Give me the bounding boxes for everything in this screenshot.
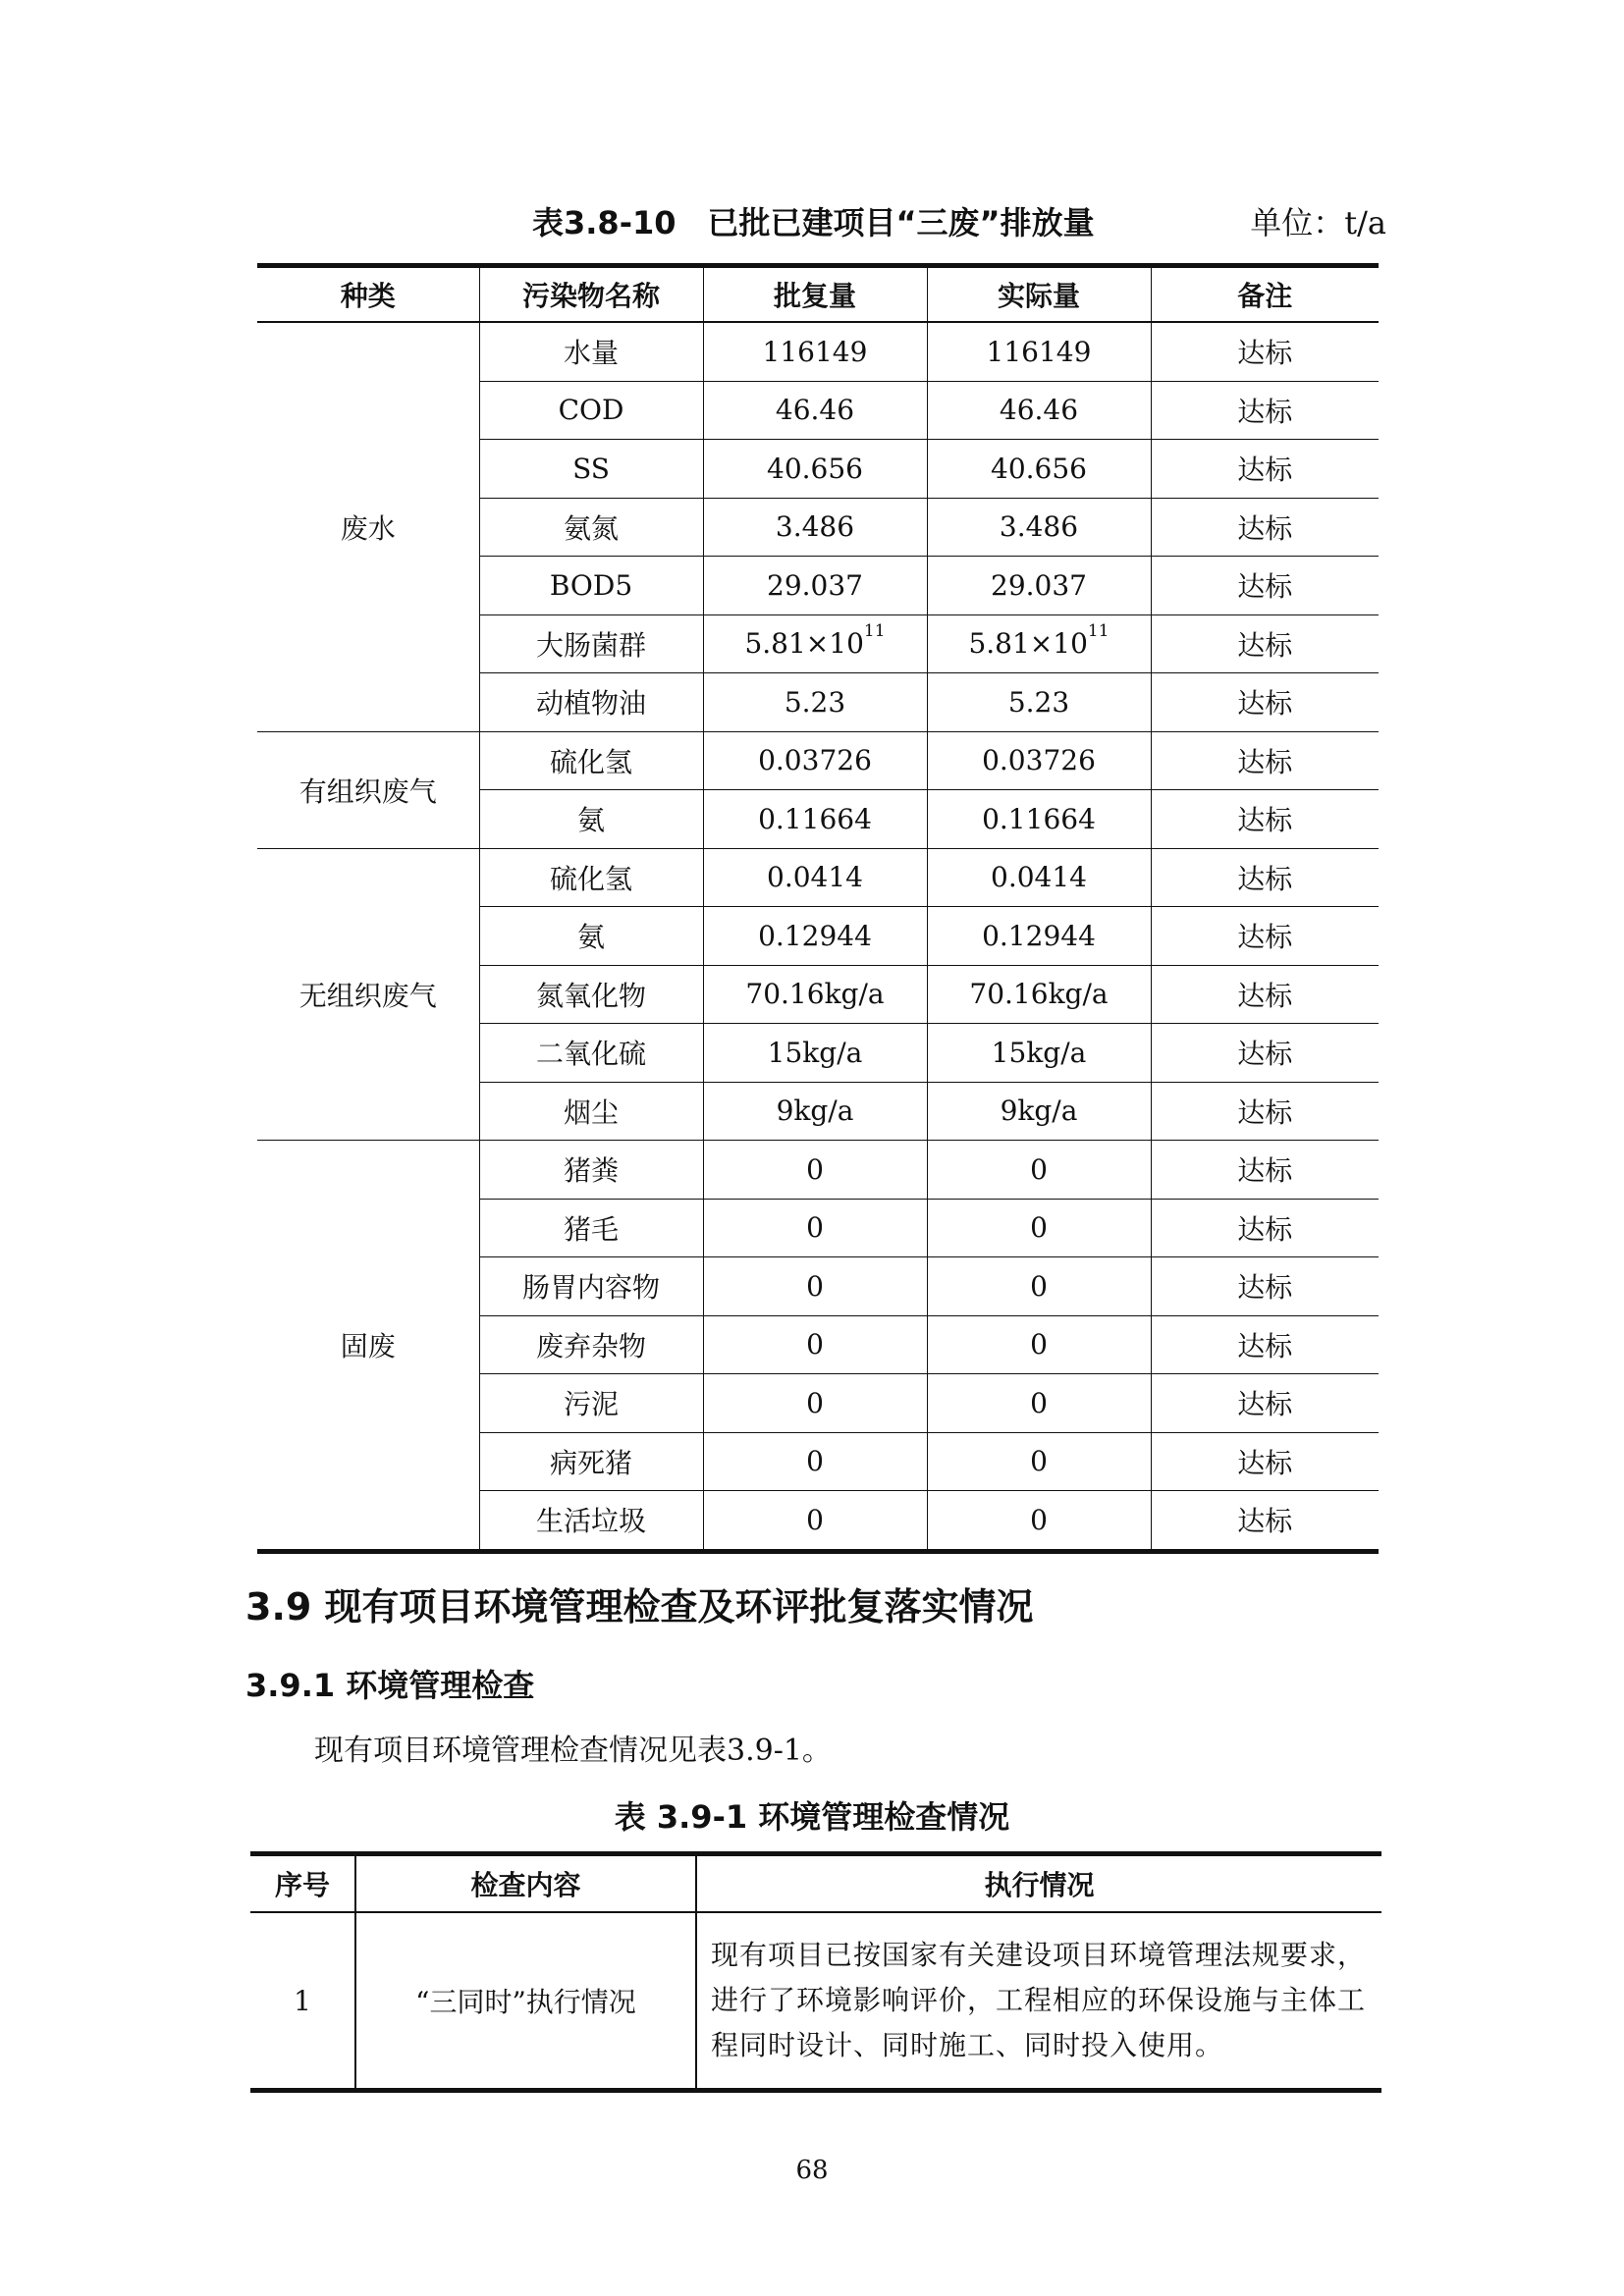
pollutant-name-cell-text: 烟尘 (563, 1095, 619, 1129)
pollutant-name-cell (479, 1491, 703, 1552)
pollutant-name-cell (479, 848, 703, 907)
approved-value-cell (703, 731, 927, 790)
note-cell-text: 达标 (1237, 337, 1293, 370)
actual-value-cell (927, 322, 1151, 381)
approved-value-cell-text: 0 (806, 1328, 824, 1362)
pollutant-name-cell-text: 氮氧化物 (535, 979, 646, 1012)
actual-value-cell (927, 1082, 1151, 1141)
note-cell (1151, 440, 1379, 499)
note-cell-text: 达标 (1237, 511, 1293, 545)
note-cell-text: 达标 (1237, 1505, 1293, 1538)
pollutant-name-cell (479, 1199, 703, 1257)
note-cell (1151, 381, 1379, 440)
note-cell-text: 达标 (1237, 745, 1293, 778)
table2-header-row (250, 1854, 1381, 1913)
actual-value-cell-text: 0.12944 (982, 919, 1096, 952)
note-cell-text: 达标 (1237, 1095, 1293, 1129)
actual-value-cell (927, 381, 1151, 440)
approved-value-cell-text: 0 (806, 1503, 824, 1536)
pollutant-name-cell (479, 1257, 703, 1316)
actual-value-cell-text: 0 (1030, 1503, 1048, 1536)
approved-value-cell (703, 614, 927, 673)
note-cell (1151, 790, 1379, 849)
approved-value-cell-text: 70.16kg/a (745, 978, 885, 1011)
approved-value-cell (703, 1374, 927, 1433)
note-cell (1151, 1199, 1379, 1257)
actual-value-cell-text: 15kg/a (991, 1036, 1087, 1069)
approved-value-cell-text: 46.46 (775, 394, 855, 427)
note-cell-text: 达标 (1237, 1329, 1293, 1362)
actual-value-cell (927, 1199, 1151, 1257)
approved-value-cell (703, 1024, 927, 1083)
actual-value-cell (927, 673, 1151, 732)
note-cell-text: 达标 (1237, 1388, 1293, 1421)
pollutant-name-cell (479, 1024, 703, 1083)
pollutant-name-cell (479, 1432, 703, 1491)
pollutant-name-cell (479, 498, 703, 557)
category-cell: 无组织废气 (257, 848, 479, 1141)
management-check-table (250, 1851, 1381, 2093)
approved-value-cell (703, 1315, 927, 1374)
note-cell (1151, 1024, 1379, 1083)
note-cell (1151, 498, 1379, 557)
actual-value-cell-text: 0 (1030, 1152, 1048, 1186)
approved-value-cell (703, 557, 927, 615)
actual-value-cell-text: 46.46 (999, 394, 1079, 427)
pollutant-name-cell (479, 614, 703, 673)
note-cell-text: 达标 (1237, 921, 1293, 954)
actual-value-cell (927, 1432, 1151, 1491)
body-paragraph: 现有项目环境管理检查情况见表3.9-1。 (314, 1734, 832, 1768)
note-cell (1151, 731, 1379, 790)
pollutant-name-cell-text: 废弃杂物 (535, 1329, 646, 1362)
table2-title: 表 3.9-1 环境管理检查情况 (614, 1798, 1010, 1836)
approved-value-cell (703, 1257, 927, 1316)
pollutant-name-cell (479, 1374, 703, 1433)
actual-value-cell-text: 0 (1030, 1269, 1048, 1303)
approved-value-cell (703, 322, 927, 381)
note-cell-text: 达标 (1237, 454, 1293, 487)
approved-value-cell (703, 907, 927, 966)
actual-value-cell (927, 848, 1151, 907)
note-cell-text: 达标 (1237, 979, 1293, 1012)
exponent: 11 (1087, 621, 1110, 642)
table1-unit: 单位：t/a (1250, 204, 1386, 241)
actual-value-cell-text: 116149 (986, 335, 1092, 368)
pollutant-name-cell-text: BOD5 (549, 568, 633, 602)
actual-value-cell-text: 0 (1030, 1445, 1048, 1478)
pollutant-name-cell (479, 1315, 703, 1374)
actual-value-cell (927, 498, 1151, 557)
category-cell: 废水 (257, 322, 479, 731)
col-header-content: 检查内容 (355, 1854, 696, 1913)
section-heading: 3.9 现有项目环境管理检查及环评批复落实情况 (245, 1585, 1034, 1629)
table-row (250, 1912, 1381, 2091)
note-cell (1151, 965, 1379, 1024)
col-header-category: 种类 (257, 266, 479, 323)
pollutant-name-cell (479, 790, 703, 849)
pollutant-name-cell (479, 731, 703, 790)
pollutant-name-cell (479, 965, 703, 1024)
col-header-status: 执行情况 (696, 1854, 1381, 1913)
note-cell (1151, 1491, 1379, 1552)
note-cell (1151, 848, 1379, 907)
approved-value-cell-text: 0.03726 (758, 744, 872, 777)
approved-value-cell (703, 673, 927, 732)
exponent: 11 (863, 621, 886, 642)
note-cell-text: 达标 (1237, 628, 1293, 662)
approved-value-cell (703, 965, 927, 1024)
table-row (257, 848, 1379, 907)
actual-value-cell (927, 1024, 1151, 1083)
table-row (257, 731, 1379, 790)
actual-value-cell (927, 790, 1151, 849)
note-cell (1151, 1315, 1379, 1374)
approved-value-cell-text: 0.11664 (758, 802, 872, 835)
table-row (257, 1141, 1379, 1200)
actual-value-cell-text: 0 (1030, 1211, 1048, 1245)
approved-value-cell (703, 1141, 927, 1200)
pollutant-name-cell (479, 557, 703, 615)
pollutant-name-cell-text: 硫化氢 (549, 745, 632, 778)
actual-value-cell-text: 0.11664 (982, 802, 1096, 835)
actual-value-cell-text: 0.03726 (982, 744, 1096, 777)
approved-value-cell (703, 848, 927, 907)
note-cell (1151, 322, 1379, 381)
actual-value-cell (927, 1315, 1151, 1374)
table1-header-row (257, 266, 1379, 323)
pollutant-name-cell (479, 907, 703, 966)
actual-value-cell (927, 440, 1151, 499)
pollutant-name-cell-text: 水量 (563, 337, 619, 370)
pollutant-name-cell (479, 1141, 703, 1200)
pollutant-name-cell-text: 污泥 (563, 1388, 619, 1421)
actual-value-cell (927, 965, 1151, 1024)
category-cell: 固废 (257, 1141, 479, 1552)
pollutant-name-cell (479, 381, 703, 440)
note-cell-text: 达标 (1237, 862, 1293, 895)
approved-value-cell-text: 0.0414 (767, 861, 863, 894)
note-cell (1151, 1432, 1379, 1491)
approved-value-cell (703, 381, 927, 440)
col-header-pollutant: 污染物名称 (479, 266, 703, 323)
approved-value-cell-text: 0 (806, 1386, 824, 1419)
table1-body (257, 322, 1379, 1551)
pollutant-name-cell-text: 猪毛 (563, 1212, 619, 1246)
note-cell (1151, 673, 1379, 732)
actual-value-cell-text: 70.16kg/a (969, 978, 1109, 1011)
actual-value-cell-text: 0 (1030, 1328, 1048, 1362)
approved-value-cell-text: 0 (806, 1445, 824, 1478)
col-header-approved: 批复量 (703, 266, 927, 323)
note-cell-text: 达标 (1237, 1038, 1293, 1071)
approved-value-cell-text: 29.037 (767, 568, 863, 602)
note-cell (1151, 1141, 1379, 1200)
approved-value-cell-text: 9kg/a (776, 1095, 854, 1128)
actual-value-cell (927, 614, 1151, 673)
note-cell-text: 达标 (1237, 570, 1293, 604)
actual-value-cell-text: 40.656 (991, 452, 1087, 485)
note-cell-text: 达标 (1237, 1446, 1293, 1479)
note-cell (1151, 1374, 1379, 1433)
note-cell (1151, 907, 1379, 966)
actual-value-cell-text: 0.0414 (991, 861, 1087, 894)
pollutant-name-cell-text: 肠胃内容物 (521, 1271, 660, 1305)
category-cell: 有组织废气 (257, 731, 479, 848)
approved-value-cell-text: 15kg/a (767, 1036, 863, 1069)
pollutant-name-cell (479, 1082, 703, 1141)
pollutant-name-cell-text: 二氧化硫 (535, 1038, 646, 1071)
pollutant-name-cell-text: 氨氮 (563, 511, 619, 545)
note-cell (1151, 614, 1379, 673)
table1-caption (257, 194, 1386, 245)
actual-value-cell (927, 907, 1151, 966)
note-cell-text: 达标 (1237, 1154, 1293, 1188)
actual-value-cell-text: 5.23 (1007, 685, 1070, 719)
col-header-no: 序号 (250, 1854, 355, 1913)
approved-value-cell-text: 0 (806, 1211, 824, 1245)
col-header-note: 备注 (1151, 266, 1379, 323)
actual-value-cell (927, 1374, 1151, 1433)
approved-value-cell (703, 498, 927, 557)
approved-value-cell (703, 1432, 927, 1491)
approved-value-cell-text: 0.12944 (758, 919, 872, 952)
pollutant-name-cell (479, 322, 703, 381)
approved-value-cell-text: 40.656 (767, 452, 863, 485)
approved-value-cell (703, 1491, 927, 1552)
approved-value-cell (703, 440, 927, 499)
note-cell-text: 达标 (1237, 395, 1293, 428)
pollutant-name-cell-text: 大肠菌群 (535, 628, 646, 662)
approved-value-cell-text: 0 (806, 1152, 824, 1186)
col-header-actual: 实际量 (927, 266, 1151, 323)
note-cell-text: 达标 (1237, 1271, 1293, 1305)
pollutant-name-cell (479, 440, 703, 499)
pollutant-name-cell-text: 硫化氢 (549, 862, 632, 895)
approved-value-cell (703, 790, 927, 849)
actual-value-cell (927, 557, 1151, 615)
pollutant-name-cell-text: COD (558, 394, 624, 427)
page-number: 68 (795, 2156, 829, 2185)
table1-title: 表3.8-10 已批已建项目“三废”排放量 (532, 204, 1095, 241)
note-cell (1151, 1082, 1379, 1141)
note-cell-text: 达标 (1237, 1212, 1293, 1246)
approved-value-cell-text: 116149 (762, 335, 868, 368)
row-number: 1 (250, 1912, 355, 2091)
note-cell-text: 达标 (1237, 687, 1293, 721)
actual-value-cell (927, 1257, 1151, 1316)
actual-value-cell-text: 5.81×10 (968, 627, 1088, 661)
actual-value-cell-text: 9kg/a (1000, 1095, 1078, 1128)
actual-value-cell-text: 29.037 (991, 568, 1087, 602)
pollutant-name-cell-text: 氨 (576, 921, 605, 954)
actual-value-cell (927, 1491, 1151, 1552)
pollutant-name-cell-text: 猪粪 (563, 1154, 619, 1188)
approved-value-cell-text: 3.486 (775, 510, 855, 544)
check-content: “三同时”执行情况 (355, 1912, 696, 2091)
pollutant-name-cell-text: 病死猪 (549, 1446, 632, 1479)
approved-value-cell (703, 1082, 927, 1141)
emissions-table (257, 263, 1379, 1554)
actual-value-cell (927, 1141, 1151, 1200)
pollutant-name-cell-text: 生活垃圾 (535, 1505, 646, 1538)
execution-status: 现有项目已按国家有关建设项目环境管理法规要求，进行了环境影响评价，工程相应的环保设施与主体工程同时设计、同时施工、同时投入使用。 (696, 1912, 1381, 2091)
actual-value-cell (927, 731, 1151, 790)
pollutant-name-cell-text: SS (572, 452, 610, 485)
table-row (257, 322, 1379, 381)
approved-value-cell-text: 5.81×10 (744, 627, 864, 661)
note-cell (1151, 557, 1379, 615)
pollutant-name-cell (479, 673, 703, 732)
pollutant-name-cell-text: 氨 (576, 804, 605, 837)
approved-value-cell (703, 1199, 927, 1257)
note-cell-text: 达标 (1237, 804, 1293, 837)
actual-value-cell-text: 3.486 (999, 510, 1079, 544)
approved-value-cell-text: 5.23 (784, 685, 846, 719)
subsection-heading: 3.9.1 环境管理检查 (245, 1667, 535, 1704)
actual-value-cell-text: 0 (1030, 1386, 1048, 1419)
note-cell (1151, 1257, 1379, 1316)
pollutant-name-cell-text: 动植物油 (535, 687, 646, 721)
approved-value-cell-text: 0 (806, 1269, 824, 1303)
